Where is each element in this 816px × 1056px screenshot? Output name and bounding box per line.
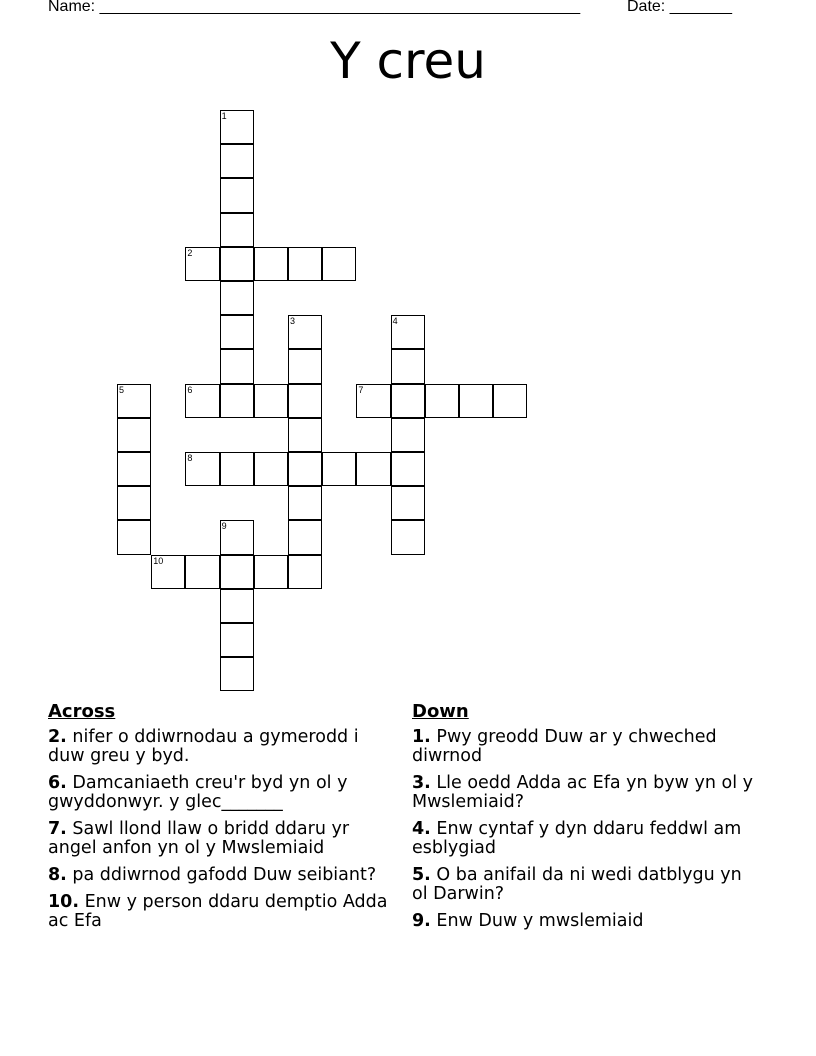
grid-cell[interactable]	[220, 657, 254, 691]
clue-number: 5.	[412, 865, 431, 885]
grid-cell[interactable]	[220, 589, 254, 623]
date-field-label: Date: _______	[627, 0, 732, 15]
clue-text: Enw y person ddaru demptio Adda ac Efa	[48, 892, 388, 931]
grid-cell[interactable]	[322, 452, 356, 486]
grid-cell[interactable]	[220, 144, 254, 178]
grid-cell[interactable]	[288, 452, 322, 486]
down-clue-list	[412, 728, 757, 931]
across-clue	[48, 893, 393, 931]
grid-cell[interactable]	[220, 384, 254, 418]
grid-cell[interactable]	[391, 349, 425, 383]
cell-number: 4	[392, 316, 398, 327]
across-heading: Across	[48, 701, 116, 722]
grid-cell[interactable]	[117, 384, 151, 418]
clue-text: Damcaniaeth creu'r byd yn ol y gwyddonwyr. y glec_______	[48, 773, 348, 812]
cell-number: 9	[221, 521, 227, 532]
clue-number: 1.	[412, 727, 431, 747]
grid-cell[interactable]	[288, 315, 322, 349]
grid-cell[interactable]	[220, 110, 254, 144]
cell-number: 8	[187, 453, 193, 463]
grid-cell[interactable]	[391, 486, 425, 520]
across-clue	[48, 774, 393, 812]
grid-cell[interactable]	[288, 520, 322, 554]
grid-cell[interactable]	[151, 555, 185, 589]
grid-cell[interactable]	[459, 384, 493, 418]
grid-cell[interactable]	[288, 349, 322, 383]
down-clues	[412, 702, 757, 939]
grid-cell[interactable]	[117, 486, 151, 520]
clue-number: 2.	[48, 727, 67, 747]
grid-cell[interactable]	[288, 418, 322, 452]
grid-cell[interactable]	[288, 555, 322, 589]
clue-text: Enw Duw y mwslemiaid	[430, 911, 644, 931]
cell-number: 3	[290, 316, 296, 327]
grid-cell[interactable]	[254, 555, 288, 589]
cell-number: 7	[358, 384, 364, 395]
clue-text: pa ddiwrnod gafodd Duw seibiant?	[66, 865, 377, 885]
grid-cell[interactable]	[254, 384, 288, 418]
grid-cell[interactable]	[220, 520, 254, 554]
grid-cell[interactable]	[493, 384, 527, 418]
grid-cell[interactable]	[220, 623, 254, 657]
grid-cell[interactable]	[185, 555, 219, 589]
grid-cell[interactable]	[425, 384, 459, 418]
down-clue	[412, 912, 757, 931]
grid-cell[interactable]	[117, 520, 151, 554]
grid-cell[interactable]	[391, 520, 425, 554]
cell-number: 2	[187, 247, 193, 258]
name-field-label: Name: ______________________________________________________	[48, 0, 581, 15]
grid-cell[interactable]	[356, 384, 390, 418]
across-clue	[48, 866, 393, 885]
grid-cell[interactable]	[220, 555, 254, 589]
grid-cell[interactable]	[220, 281, 254, 315]
grid-cell[interactable]	[254, 247, 288, 281]
clue-number: 10.	[48, 892, 80, 912]
clue-text: O ba anifail da ni wedi datblygu yn ol Darwin?	[412, 865, 742, 904]
clue-number: 7.	[48, 819, 67, 839]
grid-cell[interactable]	[117, 452, 151, 486]
clue-text: Enw cyntaf y dyn ddaru feddwl am esblygiad	[412, 819, 742, 858]
cell-number: 5	[119, 384, 125, 395]
cell-number: 6	[187, 384, 193, 395]
across-clue	[48, 820, 393, 858]
cell-number: 1	[221, 111, 227, 121]
clue-number: 6.	[48, 773, 67, 793]
grid-cell[interactable]	[220, 178, 254, 212]
clue-text: Lle oedd Adda ac Efa yn byw yn ol y Mwslemiaid?	[412, 773, 754, 812]
down-heading: Down	[412, 701, 469, 722]
down-clue	[412, 774, 757, 812]
down-clue	[412, 866, 757, 904]
grid-cell[interactable]	[185, 384, 219, 418]
clue-number: 8.	[48, 865, 67, 885]
cell-number: 10	[153, 555, 164, 566]
grid-cell[interactable]	[391, 418, 425, 452]
across-clue	[48, 728, 393, 766]
grid-cell[interactable]	[356, 452, 390, 486]
clue-text: Pwy greodd Duw ar y chweched diwrnod	[412, 727, 717, 766]
puzzle-title: Y creu	[330, 32, 486, 90]
grid-cell[interactable]	[220, 315, 254, 349]
grid-cell[interactable]	[288, 486, 322, 520]
across-clues	[48, 702, 393, 939]
across-clue-list	[48, 728, 393, 931]
grid-cell[interactable]	[220, 452, 254, 486]
clue-text: Sawl llond llaw o bridd ddaru yr angel anfon yn ol y Mwslemiaid	[48, 819, 350, 858]
grid-cell[interactable]	[288, 384, 322, 418]
down-clue	[412, 820, 757, 858]
grid-cell[interactable]	[185, 452, 219, 486]
grid-cell[interactable]	[391, 452, 425, 486]
grid-cell[interactable]	[254, 452, 288, 486]
grid-cell[interactable]	[288, 247, 322, 281]
grid-cell[interactable]	[391, 315, 425, 349]
grid-cell[interactable]	[391, 384, 425, 418]
grid-cell[interactable]	[220, 349, 254, 383]
grid-cell[interactable]	[220, 213, 254, 247]
grid-cell[interactable]	[220, 247, 254, 281]
clue-text: nifer o ddiwrnodau a gymerodd i duw greu y byd.	[48, 727, 359, 766]
grid-cell[interactable]	[185, 247, 219, 281]
clue-number: 4.	[412, 819, 431, 839]
grid-cell[interactable]	[117, 418, 151, 452]
clue-number: 3.	[412, 773, 431, 793]
grid-cell[interactable]	[322, 247, 356, 281]
down-clue	[412, 728, 757, 766]
clue-number: 9.	[412, 911, 431, 931]
